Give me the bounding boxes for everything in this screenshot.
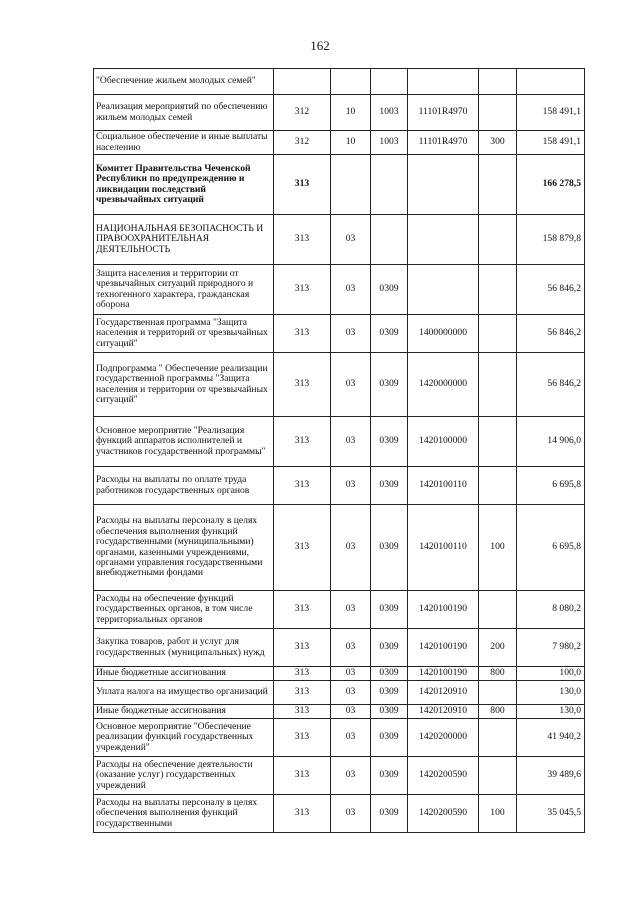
row-vr-cell (479, 757, 517, 795)
row-name-cell: Расходы на выплаты персоналу в целях обеспечения выполнения функций государственными (94, 795, 274, 833)
row-pr-cell: 1003 (371, 95, 408, 131)
table-row (94, 315, 585, 353)
row-name-cell: Защита населения и территории от чрезвычайных ситуаций природного и техногенного характера, гражданская оборона (94, 265, 274, 315)
row-csr-cell: 1420200590 (408, 757, 479, 795)
row-vr-cell (479, 681, 517, 705)
row-csr-cell: 1420100190 (408, 591, 479, 629)
row-csr-cell (408, 69, 479, 95)
row-vr-cell: 100 (479, 505, 517, 591)
row-pr-cell: 0309 (371, 667, 408, 681)
row-sum-cell: 56 846,2 (517, 315, 585, 353)
row-pr-cell: 0309 (371, 795, 408, 833)
row-csr-cell: 1420100190 (408, 667, 479, 681)
row-vr-cell: 300 (479, 131, 517, 155)
row-sum-cell: 7 980,2 (517, 629, 585, 667)
table-row (94, 467, 585, 505)
row-csr-cell: 1420120910 (408, 705, 479, 719)
row-ved-cell: 313 (274, 417, 331, 467)
row-ved-cell: 313 (274, 315, 331, 353)
row-ved-cell: 313 (274, 757, 331, 795)
row-rz-cell: 03 (331, 591, 371, 629)
row-csr-cell: 1420100110 (408, 467, 479, 505)
row-pr-cell (371, 69, 408, 95)
row-rz-cell (331, 155, 371, 215)
row-ved-cell: 313 (274, 215, 331, 265)
row-name-cell: Иные бюджетные ассигнования (94, 667, 274, 681)
row-csr-cell (408, 155, 479, 215)
row-ved-cell: 313 (274, 629, 331, 667)
table-row (94, 757, 585, 795)
table-row (94, 629, 585, 667)
row-rz-cell: 03 (331, 215, 371, 265)
row-pr-cell: 0309 (371, 719, 408, 757)
row-vr-cell: 100 (479, 795, 517, 833)
row-name-cell: Иные бюджетные ассигнования (94, 705, 274, 719)
row-sum-cell: 158 879,8 (517, 215, 585, 265)
row-rz-cell: 03 (331, 629, 371, 667)
row-csr-cell: 1420100190 (408, 629, 479, 667)
row-ved-cell: 312 (274, 131, 331, 155)
row-csr-cell: 1420000000 (408, 353, 479, 417)
row-sum-cell: 56 846,2 (517, 265, 585, 315)
row-name-cell: Расходы на обеспечение деятельности (оказание услуг) государственных учреждений (94, 757, 274, 795)
table-row (94, 215, 585, 265)
row-rz-cell: 10 (331, 131, 371, 155)
row-csr-cell: 1420200590 (408, 795, 479, 833)
row-rz-cell: 03 (331, 265, 371, 315)
row-sum-cell: 158 491,1 (517, 95, 585, 131)
row-vr-cell: 800 (479, 667, 517, 681)
row-ved-cell: 313 (274, 353, 331, 417)
row-vr-cell (479, 417, 517, 467)
row-sum-cell: 166 278,5 (517, 155, 585, 215)
row-csr-cell: 1420100110 (408, 505, 479, 591)
row-csr-cell: 1420200000 (408, 719, 479, 757)
row-vr-cell (479, 265, 517, 315)
table-row (94, 95, 585, 131)
row-vr-cell (479, 719, 517, 757)
table-row (94, 705, 585, 719)
row-ved-cell: 313 (274, 467, 331, 505)
row-rz-cell (331, 69, 371, 95)
row-name-cell: Государственная программа "Защита населения и территорий от чрезвычайных ситуаций" (94, 315, 274, 353)
row-name-cell: Комитет Правительства Чеченской Республики по предупреждению и ликвидации последствий чрезвычайных ситуаций (94, 155, 274, 215)
row-rz-cell: 03 (331, 417, 371, 467)
budget-table (93, 68, 585, 833)
row-csr-cell (408, 265, 479, 315)
row-rz-cell: 03 (331, 353, 371, 417)
row-rz-cell: 03 (331, 795, 371, 833)
row-name-cell: "Обеспечение жильем молодых семей" (94, 69, 274, 95)
row-pr-cell: 0309 (371, 681, 408, 705)
row-vr-cell (479, 591, 517, 629)
row-sum-cell: 130,0 (517, 681, 585, 705)
row-vr-cell (479, 467, 517, 505)
row-sum-cell: 130,0 (517, 705, 585, 719)
row-csr-cell: 1420100000 (408, 417, 479, 467)
table-row (94, 69, 585, 95)
row-vr-cell (479, 353, 517, 417)
row-rz-cell: 03 (331, 757, 371, 795)
row-ved-cell: 313 (274, 591, 331, 629)
row-pr-cell: 0309 (371, 417, 408, 467)
row-vr-cell: 200 (479, 629, 517, 667)
row-pr-cell: 0309 (371, 705, 408, 719)
table-row (94, 719, 585, 757)
row-vr-cell (479, 315, 517, 353)
row-pr-cell: 0309 (371, 591, 408, 629)
row-name-cell: Подпрограмма " Обеспечение реализации государственной программы "Защита населения и территории от чрезвычайных ситуаций" (94, 353, 274, 417)
row-rz-cell: 03 (331, 681, 371, 705)
row-vr-cell (479, 95, 517, 131)
table-row (94, 417, 585, 467)
row-pr-cell (371, 155, 408, 215)
table-row (94, 353, 585, 417)
row-name-cell: Основное мероприятие "Обеспечение реализации функций государственных учреждений" (94, 719, 274, 757)
row-name-cell: Реализация мероприятий по обеспечению жильем молодых семей (94, 95, 274, 131)
row-csr-cell (408, 215, 479, 265)
row-sum-cell: 8 080,2 (517, 591, 585, 629)
table-row (94, 667, 585, 681)
row-pr-cell: 0309 (371, 265, 408, 315)
row-csr-cell: 1400000000 (408, 315, 479, 353)
row-ved-cell: 313 (274, 155, 331, 215)
table-row (94, 155, 585, 215)
row-ved-cell: 313 (274, 719, 331, 757)
row-rz-cell: 03 (331, 467, 371, 505)
row-pr-cell: 0309 (371, 505, 408, 591)
row-pr-cell: 1003 (371, 131, 408, 155)
row-pr-cell (371, 215, 408, 265)
row-rz-cell: 03 (331, 705, 371, 719)
row-pr-cell: 0309 (371, 467, 408, 505)
row-name-cell: НАЦИОНАЛЬНАЯ БЕЗОПАСНОСТЬ И ПРАВООХРАНИТЕЛЬНАЯ ДЕЯТЕЛЬНОСТЬ (94, 215, 274, 265)
table-row (94, 131, 585, 155)
row-vr-cell (479, 69, 517, 95)
row-rz-cell: 03 (331, 315, 371, 353)
row-name-cell: Расходы на выплаты персоналу в целях обеспечения выполнения функций государственными (муниципальными) органами, казенными учреждениями, органами управления государственными внебюджетными фондами (94, 505, 274, 591)
row-sum-cell: 158 491,1 (517, 131, 585, 155)
table-row (94, 795, 585, 833)
row-ved-cell: 313 (274, 667, 331, 681)
row-sum-cell: 56 846,2 (517, 353, 585, 417)
row-ved-cell: 313 (274, 681, 331, 705)
row-name-cell: Закупка товаров, работ и услуг для государственных (муниципальных) нужд (94, 629, 274, 667)
row-pr-cell: 0309 (371, 315, 408, 353)
row-ved-cell: 313 (274, 505, 331, 591)
row-name-cell: Социальное обеспечение и иные выплаты населению (94, 131, 274, 155)
table-row (94, 591, 585, 629)
row-pr-cell: 0309 (371, 353, 408, 417)
row-name-cell: Уплата налога на имущество организаций (94, 681, 274, 705)
row-ved-cell: 313 (274, 705, 331, 719)
row-csr-cell: 11101R4970 (408, 95, 479, 131)
row-sum-cell: 14 906,0 (517, 417, 585, 467)
row-rz-cell: 03 (331, 505, 371, 591)
row-ved-cell: 312 (274, 95, 331, 131)
row-ved-cell (274, 69, 331, 95)
row-ved-cell: 313 (274, 265, 331, 315)
row-csr-cell: 11101R4970 (408, 131, 479, 155)
row-pr-cell: 0309 (371, 757, 408, 795)
row-sum-cell: 6 695,8 (517, 467, 585, 505)
table-row (94, 505, 585, 591)
row-name-cell: Расходы на выплаты по оплате труда работников государственных органов (94, 467, 274, 505)
table-row (94, 265, 585, 315)
page-number: 162 (310, 38, 330, 53)
row-sum-cell: 39 489,6 (517, 757, 585, 795)
row-pr-cell: 0309 (371, 629, 408, 667)
row-rz-cell: 03 (331, 719, 371, 757)
row-sum-cell: 100,0 (517, 667, 585, 681)
table-row (94, 681, 585, 705)
row-rz-cell: 03 (331, 667, 371, 681)
row-vr-cell (479, 155, 517, 215)
row-name-cell: Расходы на обеспечение функций государственных органов, в том числе территориальных органов (94, 591, 274, 629)
row-sum-cell: 35 045,5 (517, 795, 585, 833)
row-sum-cell: 6 695,8 (517, 505, 585, 591)
row-csr-cell: 1420120910 (408, 681, 479, 705)
row-vr-cell: 800 (479, 705, 517, 719)
row-rz-cell: 10 (331, 95, 371, 131)
row-vr-cell (479, 215, 517, 265)
row-name-cell: Основное мероприятие "Реализация функций аппаратов исполнителей и участников государственной программы" (94, 417, 274, 467)
row-ved-cell: 313 (274, 795, 331, 833)
row-sum-cell (517, 69, 585, 95)
row-sum-cell: 41 940,2 (517, 719, 585, 757)
